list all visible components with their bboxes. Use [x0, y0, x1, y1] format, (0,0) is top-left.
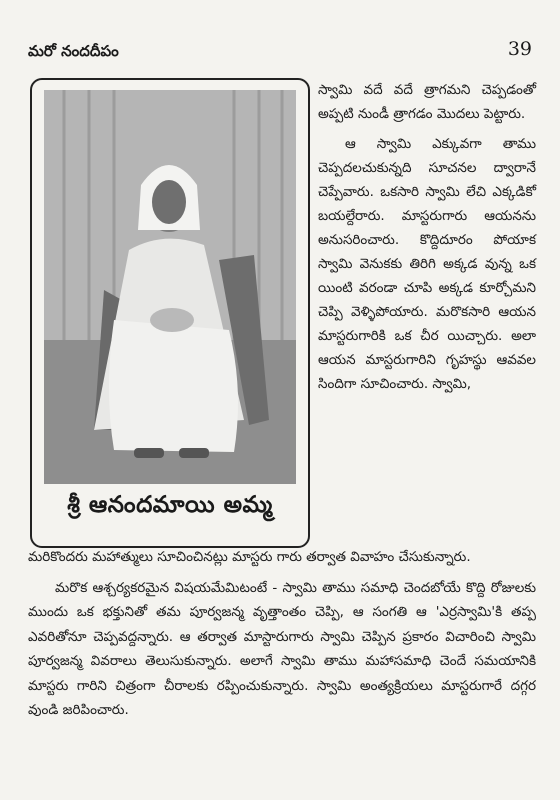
photo-frame [30, 78, 310, 548]
full-width-text [28, 545, 536, 723]
portrait-illustration [44, 90, 296, 484]
side-paragraph: ఆ స్వామి ఎక్కువగా తాము చెప్పదలచుకున్నది సూచనల ద్వారానే చెప్పేవారు. ఒకసారి స్వామి లేచి ఎక్కడికో బయల్దేరారు. మాస్టరుగారు ఆయనను అనుసరించారు. కొద్దిదూరం పోయాక స్వామి వెనుకకు తిరిగి అక్కడ వున్న ఒక యింటి వరండా చూపి అక్కడ కూర్చోమని చెప్పి వెళ్ళిపోయారు. మరొకసారి ఆయన మాస్టరుగారికి ఒక చీర యిచ్చారు. అలా ఆయన మాస్టరుగారిని గృహస్థు ఆవవల సిందిగా సూచించారు. స్వామి, [318, 136, 536, 392]
side-paragraph: స్వామి వదే వదే త్రాగమని చెప్పడంతో అప్పటి నుండీ త్రాగడం మొదలు పెట్టారు. [318, 82, 536, 122]
side-column-text [318, 78, 536, 396]
body-paragraph: మరికొందరు మహాత్ములు సూచించినట్లు మాస్టరు గారు తర్వాత వివాహం చేసుకున్నారు. [28, 549, 471, 565]
body-paragraph: మరొక ఆశ్చర్యకరమైన విషయమేమిటంటే - స్వామి తాము సమాధి చెందబోయే కొద్ది రోజులకు ముందు ఒక భక్తునితో తమ పూర్వజన్మ వృత్తాంతం చెప్పి, ఆ సంగతి ఆ 'ఎర్రస్వామి'కి తప్ప ఎవరితోనూ చెప్పవద్దన్నారు. ఆ తర్వాత మాస్టారుగారు స్వామి చెప్పిన ప్రకారం విచారించి స్వామి పూర్వజన్మ వివరాలు తెలుసుకున్నారు. అలాగే స్వామి తాము మహాసమాధి చెందే సమయానికి మాస్టరు గారిని చిత్రంగా చీరాలకు రప్పించుకున్నారు. స్వామి అంత్యక్రియలు మాస్టరుగారే దగ్గర వుండి జరిపించారు. [28, 579, 536, 718]
photo-caption: శ్రీ ఆనందమాయి అమ్మ [67, 492, 273, 518]
page-header [28, 34, 532, 68]
running-title: మరో నందదీపం [28, 42, 119, 60]
portrait-photo [44, 90, 296, 484]
page-number: 39 [507, 38, 532, 60]
